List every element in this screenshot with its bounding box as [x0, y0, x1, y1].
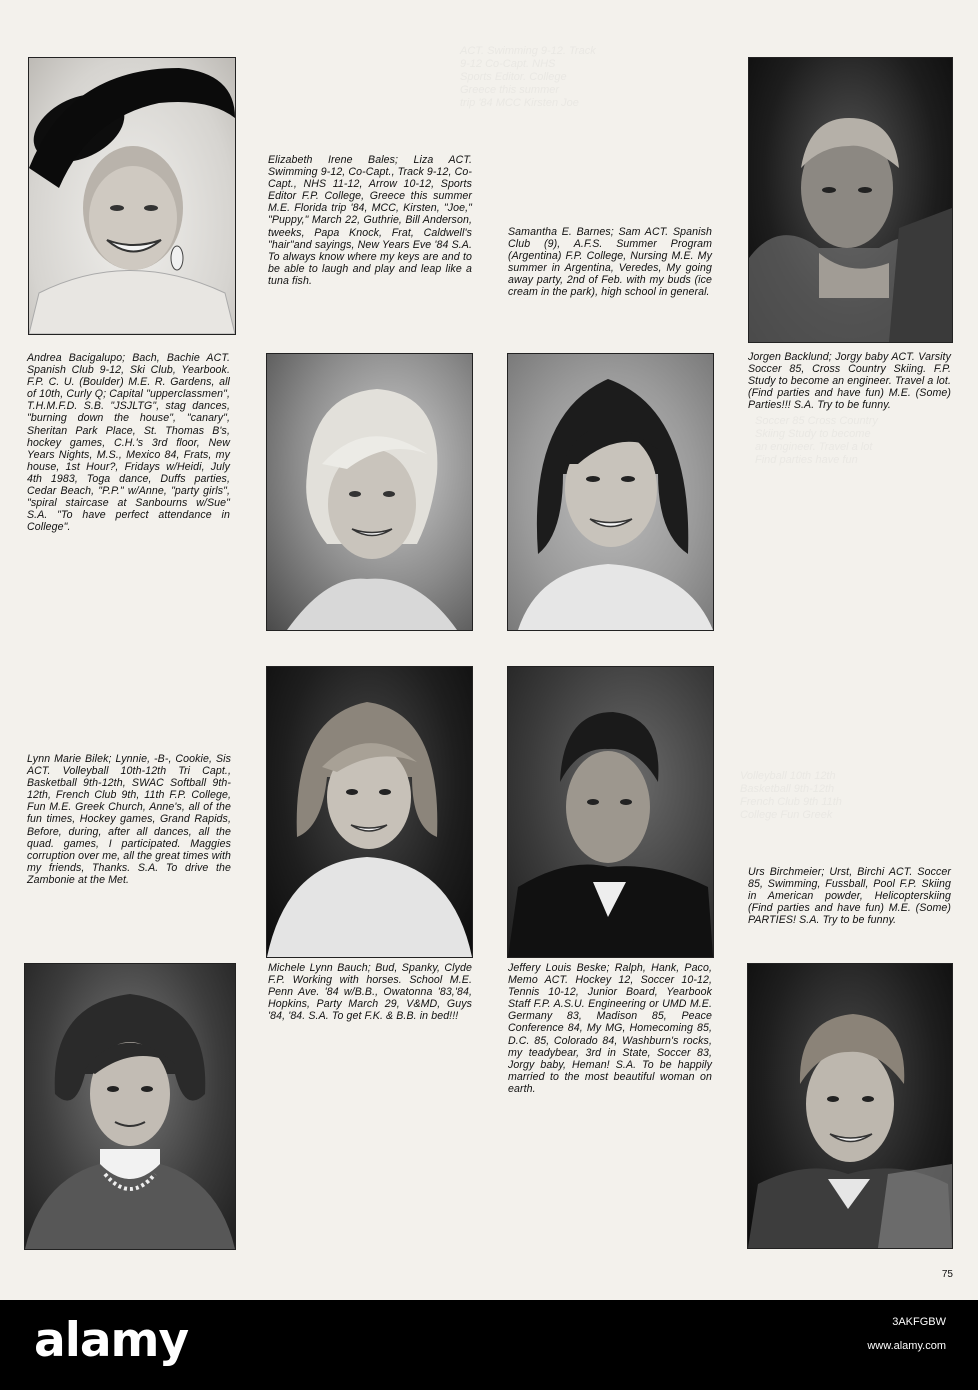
portrait-illustration: [508, 354, 713, 630]
portrait-photo: [28, 57, 236, 335]
portrait-photo: [748, 57, 953, 343]
site-url: www.alamy.com: [867, 1340, 946, 1352]
bio-text-beske: Jeffery Louis Beske; Ralph, Hank, Paco, Memo ACT. Hockey 12, Soccer 10-12, Tennis 10-12, Junior Board, Yearbook Staff F.P. A.S.U. Engineering or UMD M.E. Germany 83, Madison 85, Peace Conference 84, My MG, Homecoming 85, D.C. 85, Colorado 84, Washburn's rocks, my teadybear, 3rd in State, Soccer 83, Jorgy baby, Heman! S.A. To be happily married to the most beautiful woman on earth.: [508, 962, 712, 1095]
portrait-illustration: [508, 667, 713, 957]
bio-text-birchmeier: Urs Birchmeier; Urst, Birchi ACT. Soccer 85, Swimming, Fussball, Pool F.P. Skiing in American powder, Helicopterskiing (Find parties and have fun) M.E. (Some) PARTIES! S.A. Try to be funny.: [748, 866, 951, 927]
bleed-through-text: Volleyball 10th 12th Basketball 9th-12th French Club 9th 11th College Fun Greek: [740, 770, 842, 821]
portrait-illustration: [29, 58, 235, 334]
portrait-photo: [507, 666, 714, 958]
bio-text-barnes: Samantha E. Barnes; Sam ACT. Spanish Club (9), A.F.S. Summer Program (Argentina) F.P. College, Nursing M.E. My summer in Argentina, Veredes, My going away party, 2nd of Feb. with my buds (ice cream in the park), high school in general.: [508, 226, 712, 299]
portrait-illustration: [267, 667, 472, 957]
bio-text-bilek: Lynn Marie Bilek; Lynnie, -B-, Cookie, Sis ACT. Volleyball 10th-12th Tri Capt., Basketball 9th-12th, SWAC Softball 9th-12th, French Club 9th, 11th F.P. College, Fun M.E. Greek Church, Anne's, all of the fun times, Hockey games, Grand Rapids, Before, during, after all dances, all the quad. games, I participated. Maggies corruption over me, all the great times with my friends, Thanks. S.A. To drive the Zambonie at the Met.: [27, 753, 231, 886]
portrait-illustration: [748, 964, 952, 1248]
bio-text-bales: Elizabeth Irene Bales; Liza ACT. Swimming 9-12, Co-Capt., Track 9-12, Co-Capt., NHS 11-12, Arrow 10-12, Sports Editor F.P. College, Greece this summer M.E. Florida trip '84, MCC, Kirsten, "Joe," "Puppy," March 22, Guthrie, Bill Anderson, tweeks, Papa Knock, Frat, Caldwell's "hair"and sayings, New Years Eve '84 S.A. To always know where my keys are and to be able to laugh and play and leap like a tuna fish.: [268, 154, 472, 287]
bio-text-bauch: Michele Lynn Bauch; Bud, Spanky, Clyde F.P. Working with horses. School M.E. Penn Ave. '84 w/B.B., Owatonna '83,'84, Hopkins, Party March 29, V&MD, Guys '84, '84. S.A. To get F.K. & B.B. in bed!!!: [268, 962, 472, 1023]
bleed-through-text: ACT. Swimming 9-12. Track 9-12 Co-Capt. NHS Sports Editor. College Greece this summer trip '84 MCC Kirsten Joe: [460, 45, 596, 109]
bio-text-bacigalupo: Andrea Bacigalupo; Bach, Bachie ACT. Spanish Club 9-12, Ski Club, Yearbook. F.P. C. U. (Boulder) M.E. R. Gardens, all of 10th, Curly Q; Capital "upperclassmen", T.H.M.F.D. S.B. "JSJLTG", stag dances, "burning down the house", "canary", Sheritan Park Place, St. Thomas B's, hockey games, C.H.'s 3rd floor, New Years Nights, M.S., Mexico 84, Frats, my house, 1st Hour?, Fridays w/Heidi, July 4th 1983, Toga dance, Duffs parties, Cedar Beach, "P.P." w/Anne, "party girls", "spiral staircase at Sanbourns w/Sue" S.A. "To have perfect attendance in College".: [27, 352, 230, 534]
bio-text-backlund: Jorgen Backlund; Jorgy baby ACT. Varsity Soccer 85, Cross Country Skiing. F.P. Study to become an engineer. Travel a lot. (Find parties and have fun) M.E. (Some) Parties!!! S.A. Try to be funny.: [748, 351, 951, 412]
alamy-logo: alamy: [34, 1313, 189, 1368]
portrait-illustration: [267, 354, 472, 630]
page-number: 75: [941, 1269, 953, 1280]
portrait-illustration: [25, 964, 235, 1249]
image-id: 3AKFGBW: [892, 1316, 946, 1328]
portrait-illustration: [749, 58, 952, 342]
portrait-photo: [507, 353, 714, 631]
portrait-photo: [747, 963, 953, 1249]
portrait-photo: [266, 353, 473, 631]
bleed-through-text: Soccer 85 Cross Country Skiing Study to become an engineer. Travel a lot Find parties have fun: [755, 415, 878, 466]
banner-meta: [867, 1338, 946, 1355]
portrait-photo: [24, 963, 236, 1250]
portrait-photo: [266, 666, 473, 958]
